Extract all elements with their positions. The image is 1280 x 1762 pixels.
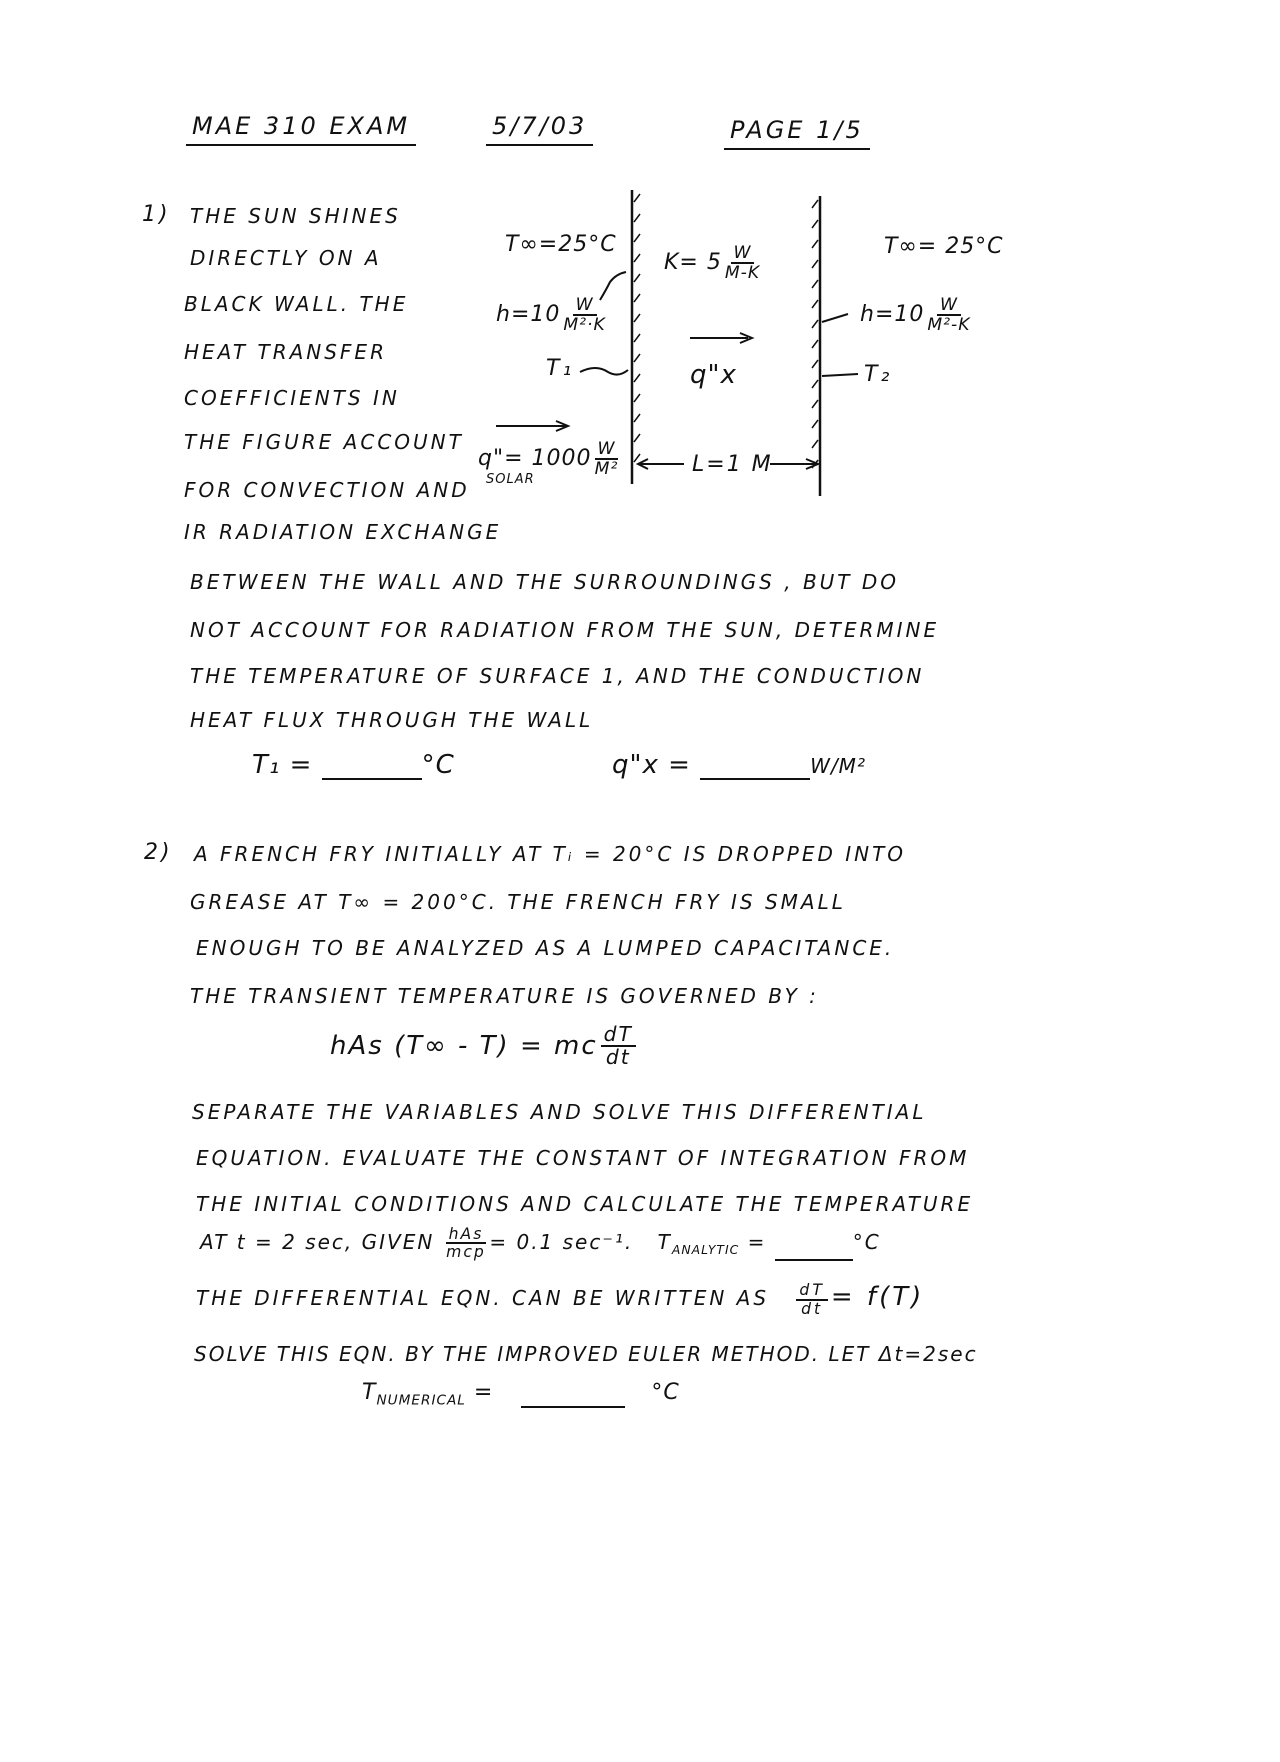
t1-label: T₁ — [546, 356, 575, 381]
t-numerical-eq: = — [473, 1380, 494, 1405]
p2-line: A FRENCH FRY INITIALLY AT Tᵢ = 20°C IS DROPPED INTO — [194, 842, 907, 866]
answer-t1-blank[interactable] — [322, 778, 422, 780]
answer-q-unit: W/M² — [810, 754, 866, 778]
qx-label: q"x — [690, 360, 737, 390]
q-solar-symbol: q" — [478, 446, 505, 471]
p1-intro-line: BLACK WALL. THE — [184, 292, 409, 316]
given-prefix: AT t = 2 sec, GIVEN — [200, 1229, 435, 1254]
given-num: hAs — [446, 1226, 487, 1244]
t-analytic-unit: °C — [852, 1229, 881, 1254]
p1-intro-line: THE SUN SHINES — [190, 204, 401, 228]
p1-body-line: NOT ACCOUNT FOR RADIATION FROM THE SUN, DETERMINE — [190, 618, 940, 642]
t2-label: T₂ — [864, 362, 893, 387]
q-solar-unit-num: W — [595, 440, 619, 460]
p1-body-line: BETWEEN THE WALL AND THE SURROUNDINGS , BUT DO — [190, 570, 900, 594]
h-left-value: h=10 — [496, 302, 561, 327]
p1-intro-line: IR RADIATION EXCHANGE — [184, 520, 502, 544]
eqn-line-text: THE DIFFERENTIAL EQN. CAN BE WRITTEN AS — [196, 1286, 770, 1310]
q-solar-subscript: SOLAR — [486, 472, 535, 487]
p1-intro-line: THE FIGURE ACCOUNT — [184, 430, 464, 454]
p1-intro-line: DIRECTLY ON A — [190, 246, 382, 270]
t-analytic-label: T — [657, 1229, 672, 1254]
t-numerical-label: T — [362, 1380, 377, 1405]
p2-line: SEPARATE THE VARIABLES AND SOLVE THIS DIFFERENTIAL — [192, 1100, 927, 1124]
p1-body-line: THE TEMPERATURE OF SURFACE 1, AND THE CONDUCTION — [190, 664, 925, 688]
eqn-rhs: = f(T) — [830, 1282, 925, 1312]
given-den: mcp — [446, 1243, 486, 1262]
given-ratio — [446, 1226, 487, 1261]
answer-t1 — [252, 750, 455, 780]
t-numerical-sub: NUMERICAL — [376, 1392, 466, 1409]
problem-1-number: 1) — [142, 202, 171, 227]
left-wall-hatching — [634, 194, 640, 462]
t-inf-left-label: T∞=25°C — [505, 232, 617, 257]
answer-q-blank[interactable] — [700, 778, 810, 780]
page-number: PAGE 1/5 — [724, 116, 870, 150]
t-numerical-blank[interactable] — [521, 1406, 625, 1408]
h-right-leader — [822, 314, 848, 322]
eqn-line — [196, 1282, 924, 1317]
p2-line: ENOUGH TO BE ANALYZED AS A LUMPED CAPACITANCE. — [196, 936, 895, 960]
q-solar-label — [478, 440, 621, 487]
t-analytic-eq: = — [747, 1229, 767, 1254]
equation-num: dT — [601, 1024, 636, 1047]
h-right-unit-num: W — [937, 296, 961, 316]
right-wall-hatching — [812, 200, 818, 468]
problem-2-number: 2) — [144, 840, 173, 865]
exam-date: 5/7/03 — [486, 112, 593, 146]
eqn-num: dT — [796, 1282, 827, 1300]
t1-leader — [580, 368, 628, 375]
eqn-den: dt — [801, 1299, 824, 1318]
length-label: L=1 M — [692, 452, 773, 477]
p1-intro-line: FOR CONVECTION AND — [184, 478, 470, 502]
course-title: MAE 310 EXAM — [186, 112, 416, 146]
h-left-unit-num: W — [573, 296, 597, 316]
k-unit-den: M-K — [724, 263, 761, 283]
t-analytic-sub: ANALYTIC — [671, 1241, 740, 1257]
q-solar-value: = 1000 — [504, 446, 592, 471]
h-right-unit-den: M²-K — [927, 315, 971, 335]
h-left-label — [496, 296, 609, 334]
t2-leader — [822, 374, 858, 376]
h-left-unit — [563, 296, 605, 334]
k-label — [664, 244, 763, 282]
eqn-derivative — [796, 1282, 827, 1317]
h-left-unit-den: M²·K — [563, 315, 606, 335]
t-numerical — [362, 1380, 680, 1408]
t-inf-right-label: T∞= 25°C — [884, 234, 1004, 259]
p1-body-line: HEAT FLUX THROUGH THE WALL — [190, 708, 594, 732]
answer-q-label: q"x = — [612, 750, 691, 780]
answer-t1-unit: °C — [421, 750, 455, 780]
k-unit-num: W — [731, 244, 755, 264]
equation-lhs: hAs (T∞ - T) = mc — [330, 1030, 598, 1061]
k-value: K= 5 — [664, 250, 722, 275]
governing-equation — [330, 1024, 639, 1069]
h-right-value: h=10 — [860, 302, 925, 327]
equation-den: dt — [605, 1045, 631, 1070]
p2-line: GREASE AT T∞ = 200°C. THE FRENCH FRY IS SMALL — [190, 890, 846, 914]
p2-line: THE INITIAL CONDITIONS AND CALCULATE THE TEMPERATURE — [196, 1192, 974, 1216]
q-solar-unit-den: M² — [594, 459, 619, 479]
t-numerical-unit: °C — [651, 1380, 680, 1405]
p1-intro-line: HEAT TRANSFER — [184, 340, 387, 364]
answer-q — [612, 750, 866, 780]
equation-derivative — [601, 1024, 636, 1069]
t-analytic-blank[interactable] — [775, 1259, 853, 1261]
answer-t1-label: T₁ = — [252, 750, 313, 780]
h-right-label — [860, 296, 974, 334]
p2-line: THE TRANSIENT TEMPERATURE IS GOVERNED BY : — [190, 984, 819, 1008]
k-unit — [725, 244, 760, 282]
h-right-unit — [927, 296, 970, 334]
p2-line: EQUATION. EVALUATE THE CONSTANT OF INTEGRATION FROM — [196, 1146, 970, 1170]
given-value: = 0.1 sec⁻¹. — [489, 1229, 634, 1254]
euler-line: SOLVE THIS EQN. BY THE IMPROVED EULER METHOD. LET Δt=2sec — [194, 1342, 978, 1366]
q-solar-unit — [595, 440, 619, 478]
p1-intro-line: COEFFICIENTS IN — [184, 386, 400, 410]
given-line — [200, 1226, 881, 1261]
